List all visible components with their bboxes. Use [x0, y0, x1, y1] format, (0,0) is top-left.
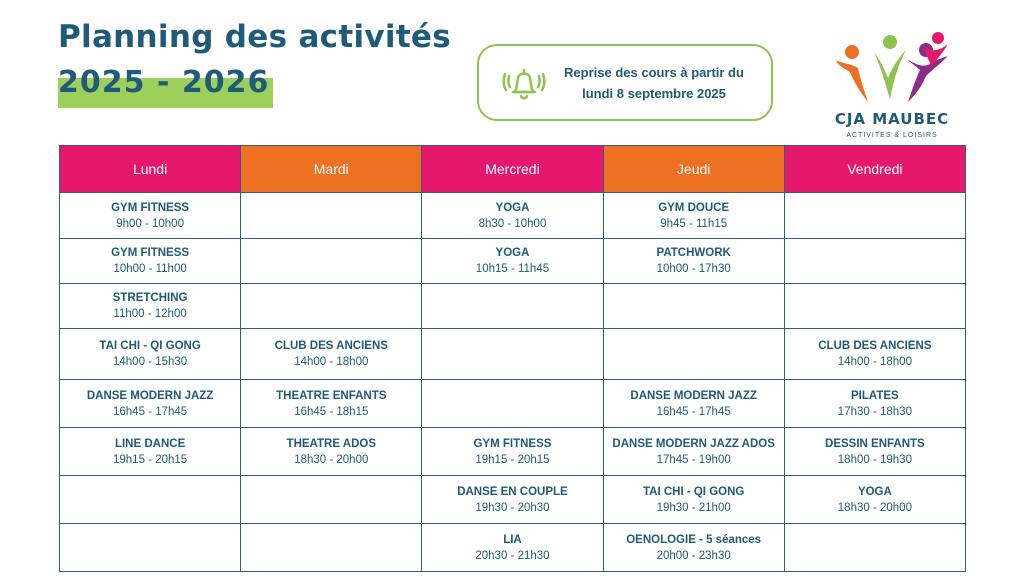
schedule-cell: [784, 193, 965, 239]
activity-name: STRETCHING: [112, 292, 188, 304]
schedule-cell: [422, 329, 603, 380]
day-header-vendredi: Vendredi: [784, 146, 965, 193]
schedule-cell: [603, 524, 784, 572]
activity-name: GYM FITNESS: [473, 437, 552, 450]
schedule-cell: [241, 329, 422, 380]
logo-figures-icon: [830, 30, 954, 110]
schedule-cell: [603, 428, 784, 476]
activity-name: DANSE MODERN JAZZ ADOS: [612, 437, 775, 450]
schedule-row: [60, 428, 966, 476]
schedule-cell: [422, 284, 603, 329]
schedule-cell: [241, 239, 422, 284]
logo-name: CJA MAUBEC: [834, 110, 950, 128]
activity-name: LINE DANCE: [114, 437, 186, 450]
schedule-row: [60, 239, 966, 284]
schedule-row: [60, 380, 966, 428]
activity-time: 18h00 - 19h30: [837, 453, 912, 466]
activity-name: DANSE EN COUPLE: [457, 485, 568, 498]
schedule-cell: [784, 284, 965, 329]
activity-name: PILATES: [851, 389, 899, 402]
schedule-cell: [784, 239, 965, 284]
activity-name: THEATRE ADOS: [286, 437, 376, 450]
activity-time: 20h30 - 21h30: [475, 549, 550, 562]
schedule-cell: [60, 428, 241, 476]
activity-name: TAI CHI - QI GONG: [99, 340, 201, 352]
activity-name: DANSE MODERN JAZZ: [86, 389, 214, 402]
activity-name: TAI CHI - QI GONG: [642, 485, 745, 498]
notice-line2: lundi 8 septembre 2025: [582, 85, 726, 101]
schedule-cell: [60, 193, 241, 239]
logo-tagline: ACTIVITES & LOISIRS: [846, 132, 938, 139]
activity-time: 14h00 - 18h00: [294, 356, 369, 368]
schedule-cell: [603, 476, 784, 524]
activity-time: 20h00 - 23h30: [656, 549, 731, 562]
activity-name: CLUB DES ANCIENS: [274, 340, 388, 352]
activity-time: 10h00 - 11h00: [113, 263, 187, 275]
schedule-cell: [784, 476, 965, 524]
page-title: Planning des activités: [58, 19, 452, 55]
day-header-mercredi: Mercredi: [422, 146, 603, 193]
activity-time: 17h30 - 18h30: [837, 405, 912, 418]
activity-time: 19h30 - 20h30: [475, 501, 550, 514]
schedule-row: [60, 329, 966, 380]
schedule-cell: [422, 193, 603, 239]
activity-name: GYM FITNESS: [111, 247, 190, 259]
day-header-mardi: Mardi: [241, 146, 422, 193]
schedule-row: [60, 193, 966, 239]
schedule-cell: [241, 193, 422, 239]
activity-name: OENOLOGIE - 5 séances: [626, 533, 762, 546]
schedule-cell: [241, 524, 422, 572]
activity-name: CLUB DES ANCIENS: [818, 340, 932, 352]
activity-name: DESSIN ENFANTS: [825, 437, 925, 450]
schedule-cell: [603, 239, 784, 284]
activity-time: 9h00 - 10h00: [116, 217, 184, 230]
schedule-cell: [60, 284, 241, 329]
schedule-cell: [60, 524, 241, 572]
cja-maubec-logo: [830, 30, 960, 145]
schedule-cell: [422, 380, 603, 428]
schedule-cell: [241, 284, 422, 329]
activity-time: 8h30 - 10h00: [478, 217, 547, 230]
schedule-cell: [603, 329, 784, 380]
activity-time: 16h45 - 18h15: [294, 405, 369, 418]
schedule-cell: [422, 524, 603, 572]
schedule-cell: [60, 380, 241, 428]
activity-time: 19h15 - 20h15: [113, 453, 188, 466]
day-header-jeudi: Jeudi: [603, 146, 784, 193]
activity-time: 19h15 - 20h15: [475, 453, 550, 466]
schedule-cell: [60, 476, 241, 524]
schedule-table: [59, 145, 966, 572]
day-header-lundi: Lundi: [60, 146, 241, 193]
activity-name: THEATRE ENFANTS: [276, 389, 387, 402]
activity-name: GYM FITNESS: [111, 201, 190, 214]
schedule-cell: [422, 476, 603, 524]
schedule-cell: [784, 428, 965, 476]
day-header-row: [60, 146, 966, 193]
schedule-cell: [60, 329, 241, 380]
activity-time: 10h15 - 11h45: [475, 263, 550, 275]
activity-time: 16h45 - 17h45: [656, 405, 731, 418]
activity-name: YOGA: [495, 201, 530, 214]
schedule-row: [60, 476, 966, 524]
schedule-cell: [784, 329, 965, 380]
notice-line1: Reprise des cours à partir du: [564, 64, 744, 80]
schedule-cell: [603, 284, 784, 329]
activity-time: 11h00 - 12h00: [113, 308, 187, 320]
activity-name: DANSE MODERN JAZZ: [630, 389, 757, 402]
activity-time: 18h30 - 20h00: [837, 501, 912, 514]
season-years: [58, 66, 269, 100]
activity-name: GYM DOUCE: [658, 201, 730, 214]
schedule-cell: [241, 428, 422, 476]
schedule-cell: [603, 380, 784, 428]
activity-name: PATCHWORK: [656, 247, 731, 259]
schedule-cell: [60, 239, 241, 284]
activity-time: 16h45 - 17h45: [113, 405, 188, 418]
schedule-body: [60, 193, 966, 572]
activity-name: LIA: [503, 533, 522, 546]
activity-time: 18h30 - 20h00: [294, 453, 369, 466]
activity-name: YOGA: [495, 247, 530, 259]
activity-time: 9h45 - 11h15: [660, 217, 728, 230]
schedule-row: [60, 524, 966, 572]
schedule-cell: [784, 524, 965, 572]
bell-icon: [499, 58, 549, 108]
schedule-cell: [784, 380, 965, 428]
activity-time: 17h45 - 19h00: [656, 453, 731, 466]
activity-name: YOGA: [857, 485, 892, 498]
notice-text: [549, 62, 771, 104]
schedule-cell: [241, 380, 422, 428]
reprise-notice: [477, 44, 773, 121]
schedule-cell: [422, 239, 603, 284]
schedule-cell: [422, 428, 603, 476]
activity-time: 14h00 - 15h30: [113, 356, 188, 368]
activity-time: 19h30 - 21h00: [656, 501, 731, 514]
schedule-cell: [241, 476, 422, 524]
activity-time: 14h00 - 18h00: [837, 356, 912, 368]
schedule-cell: [603, 193, 784, 239]
years-label: 2025 - 2026: [58, 65, 270, 100]
activity-time: 10h00 - 17h30: [656, 263, 731, 275]
schedule-row: [60, 284, 966, 329]
